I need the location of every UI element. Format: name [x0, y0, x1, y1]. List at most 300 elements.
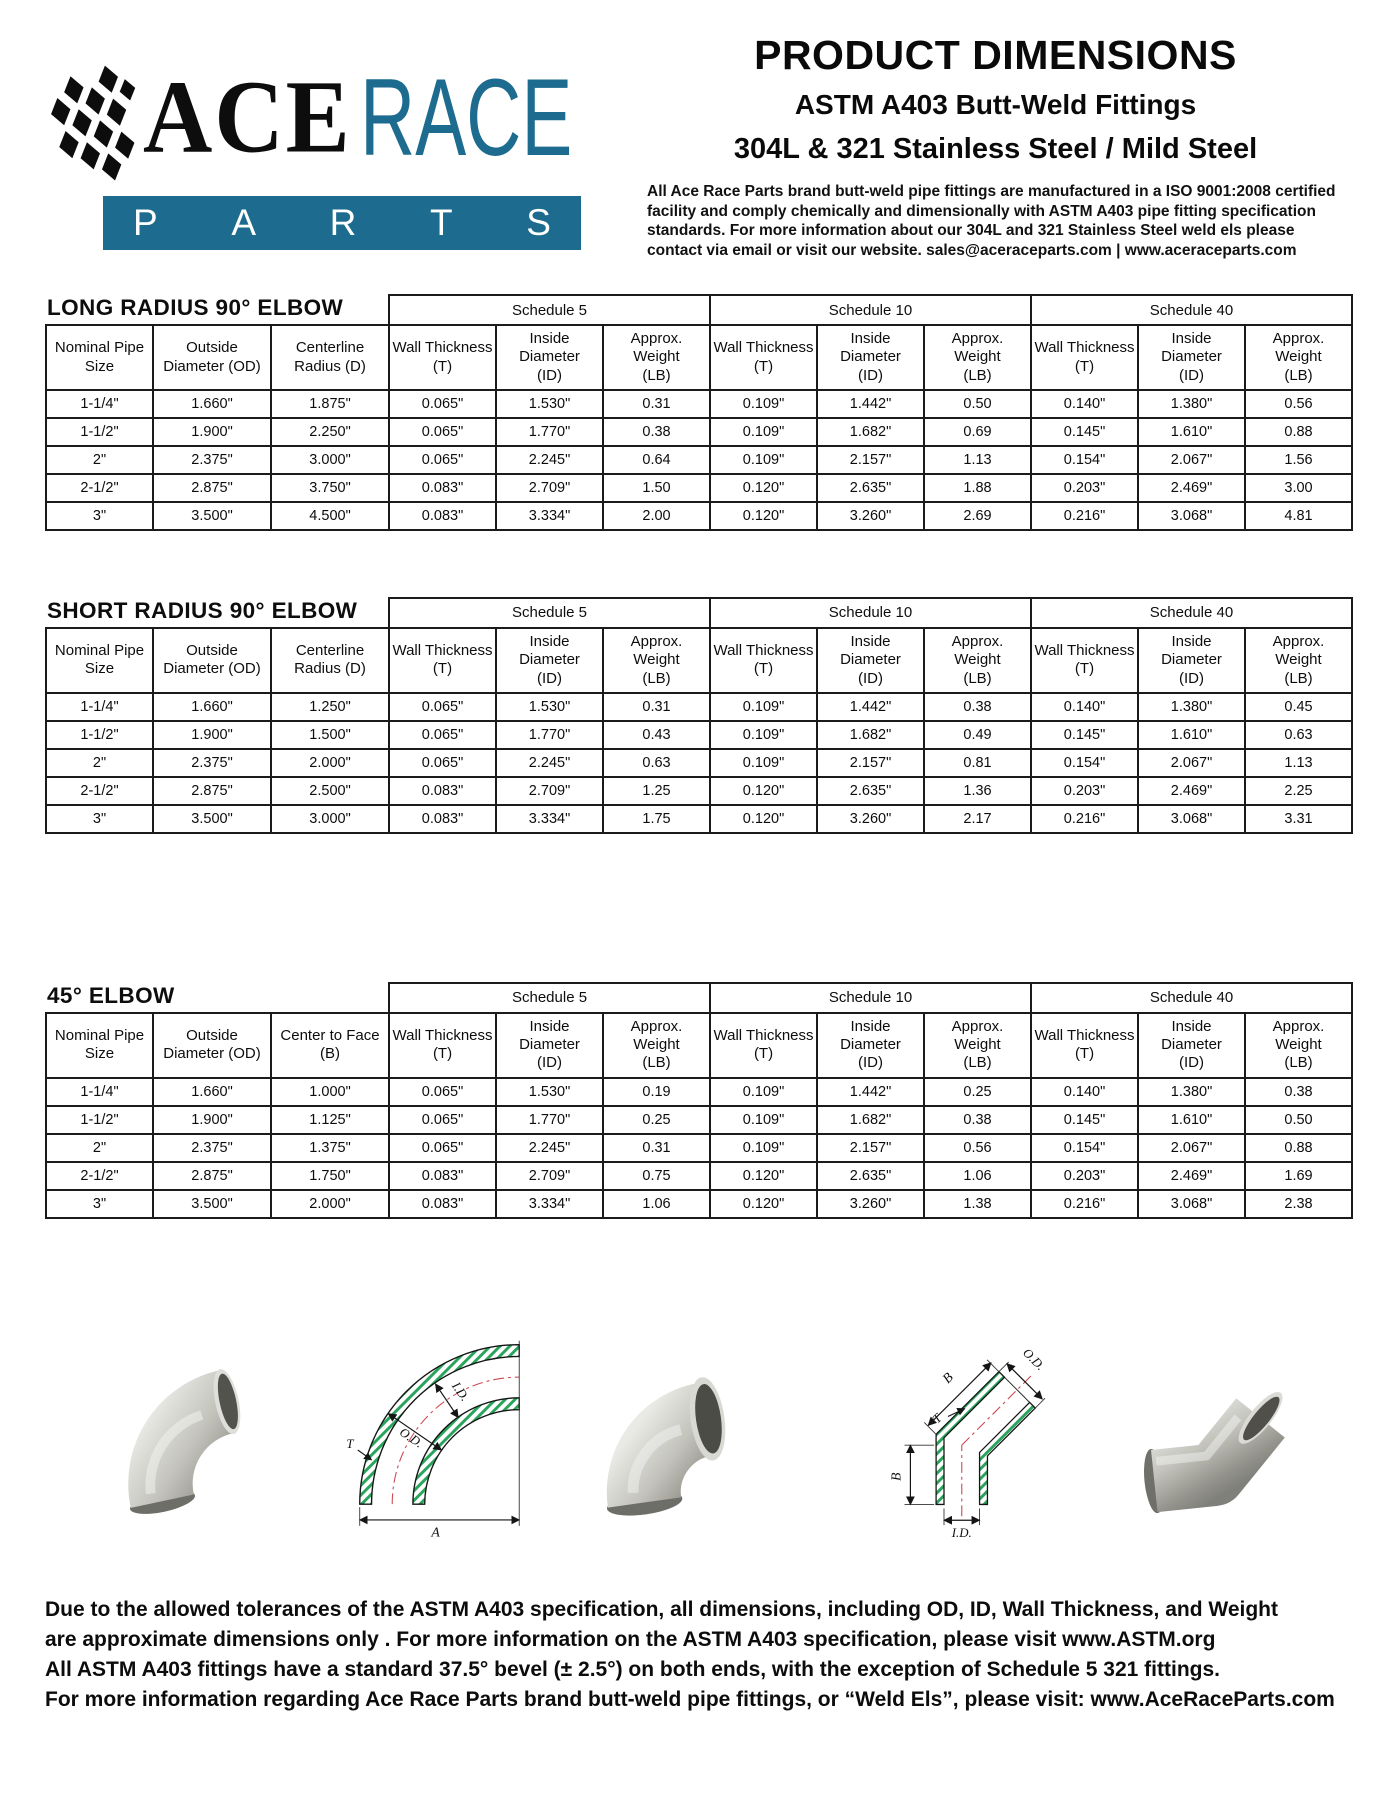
schedule-group-header: Schedule 10 [710, 295, 1031, 325]
header-line-1: Inside Diameter [840, 1017, 901, 1054]
table-cell: 0.065" [389, 1134, 496, 1162]
header-line-1: Inside Diameter [519, 1017, 580, 1054]
table-cell: 0.083" [389, 1162, 496, 1190]
header-line-2: Size [84, 660, 115, 678]
table-cell: 1.682" [817, 721, 924, 749]
section-title-text: 45° ELBOW [47, 982, 175, 1008]
table-cell: 4.500" [271, 502, 389, 530]
table-cell: 2.709" [496, 777, 603, 805]
table-cell: 1-1/2" [46, 721, 153, 749]
schedule-group-row [46, 598, 1352, 628]
header-line-2: Diameter (OD) [163, 1045, 261, 1063]
logo-race-text: RACE [359, 55, 573, 179]
header-line-2: (T) [1074, 1045, 1095, 1063]
table-cell: 3.500" [153, 1190, 271, 1218]
schedule-group-header: Schedule 5 [389, 295, 710, 325]
table-cell: 3.334" [496, 1190, 603, 1218]
table-cell: 0.120" [710, 777, 817, 805]
table-cell: 0.120" [710, 474, 817, 502]
table-cell: 1.50 [603, 474, 710, 502]
table-cell: 1.56 [1245, 446, 1352, 474]
column-header [496, 325, 603, 390]
table-cell: 0.49 [924, 721, 1031, 749]
table-row [46, 1106, 1352, 1134]
table-cell: 1.442" [817, 1078, 924, 1106]
table-cell: 0.63 [603, 749, 710, 777]
header-line-1: Inside Diameter [519, 330, 580, 366]
header-line-2: (T) [432, 1045, 453, 1063]
table-cell: 2.157" [817, 1134, 924, 1162]
table-cell: 3.000" [271, 805, 389, 833]
table-cell: 3.334" [496, 805, 603, 833]
table-cell: 0.120" [710, 1190, 817, 1218]
table-cell: 0.38 [603, 418, 710, 446]
table-cell: 0.109" [710, 446, 817, 474]
table-cell: 0.083" [389, 1190, 496, 1218]
table-cell: 1.660" [153, 1078, 271, 1106]
header-line-2: (LB) [963, 366, 992, 384]
header-line-1: Nominal Pipe [54, 1026, 145, 1044]
header-line-1: Inside Diameter [840, 330, 901, 366]
dimension-label-b-left: B [888, 1472, 904, 1481]
table-cell: 3.260" [817, 805, 924, 833]
table-cell: 0.56 [1245, 390, 1352, 418]
column-header [271, 628, 389, 693]
column-header [389, 1013, 496, 1078]
table-cell: 2.635" [817, 1162, 924, 1190]
header-line-1: Approx. Weight [1272, 632, 1325, 669]
header-line-2: (T) [753, 357, 774, 375]
table-cell: 0.065" [389, 390, 496, 418]
table-cell: 1.442" [817, 693, 924, 721]
table-cell: 2.38 [1245, 1190, 1352, 1218]
table-cell: 2.250" [271, 418, 389, 446]
table-cell: 1.770" [496, 1106, 603, 1134]
schedule-group-header: Schedule 5 [389, 598, 710, 628]
table-cell: 0.25 [603, 1106, 710, 1134]
header-line-2: Size [84, 357, 115, 375]
logo-parts-letter: P [133, 202, 158, 243]
column-header [389, 325, 496, 390]
header-line-2: (T) [753, 1045, 774, 1063]
column-header [710, 1013, 817, 1078]
header-line-2: (T) [432, 357, 453, 375]
logo-parts-letter: S [526, 202, 551, 243]
header-line-1: Wall Thickness [1034, 1026, 1135, 1044]
table-cell: 1.13 [1245, 749, 1352, 777]
table-cell: 0.120" [710, 805, 817, 833]
table-cell: 1.610" [1138, 1106, 1245, 1134]
column-header [271, 1013, 389, 1078]
table-cell: 0.083" [389, 805, 496, 833]
table-cell: 0.43 [603, 721, 710, 749]
table-cell: 0.083" [389, 474, 496, 502]
table-cell: 2" [46, 1134, 153, 1162]
column-header [46, 628, 153, 693]
schedule-group-header: Schedule 40 [1031, 598, 1352, 628]
table-cell: 0.88 [1245, 418, 1352, 446]
table-cell: 1.88 [924, 474, 1031, 502]
logo-parts-bar [103, 196, 581, 250]
table-cell: 3.00 [1245, 474, 1352, 502]
table-cell: 0.065" [389, 446, 496, 474]
table-row [46, 1190, 1352, 1218]
column-header [153, 1013, 271, 1078]
table-cell: 2.375" [153, 749, 271, 777]
table-cell: 3" [46, 1190, 153, 1218]
table-cell: 3.500" [153, 805, 271, 833]
table-cell: 2.067" [1138, 446, 1245, 474]
table-cell: 1.25 [603, 777, 710, 805]
column-header [1245, 1013, 1352, 1078]
table-cell: 2.875" [153, 777, 271, 805]
table-cell: 1.06 [603, 1190, 710, 1218]
table-cell: 3.334" [496, 502, 603, 530]
page-title: PRODUCT DIMENSIONS [754, 32, 1237, 78]
table-cell: 2-1/2" [46, 1162, 153, 1190]
table-cell: 0.45 [1245, 693, 1352, 721]
table-cell: 2.375" [153, 446, 271, 474]
table-cell: 0.50 [1245, 1106, 1352, 1134]
table-cell: 0.154" [1031, 446, 1138, 474]
table-cell: 2.067" [1138, 1134, 1245, 1162]
table-cell: 0.31 [603, 390, 710, 418]
column-header [603, 325, 710, 390]
table-cell: 2" [46, 749, 153, 777]
table-cell: 0.38 [1245, 1078, 1352, 1106]
schedule-group-header: Schedule 5 [389, 983, 710, 1013]
column-header [389, 628, 496, 693]
page-subtitle-spec: ASTM A403 Butt-Weld Fittings [794, 89, 1197, 120]
column-header [603, 1013, 710, 1078]
footer-line: are approximate dimensions only . For more information on the ASTM A403 specification, please visit www.ASTM.org [45, 1627, 1216, 1651]
table-cell: 1.530" [496, 693, 603, 721]
table-cell: 1.660" [153, 390, 271, 418]
table-cell: 1-1/2" [46, 418, 153, 446]
table-cell: 3.500" [153, 502, 271, 530]
45-elbow-dimension-diagram [837, 1297, 1050, 1539]
header-line-2: Diameter (OD) [163, 660, 261, 678]
table-cell: 1.770" [496, 418, 603, 446]
column-header [1031, 1013, 1138, 1078]
table-cell: 0.109" [710, 693, 817, 721]
logo-ace-text: ACE [143, 58, 352, 175]
table-cell: 2.635" [817, 777, 924, 805]
column-header [924, 628, 1031, 693]
table-row [46, 1162, 1352, 1190]
header-line-2: (LB) [1284, 669, 1313, 687]
table-cell: 3.260" [817, 502, 924, 530]
schedule-group-header: Schedule 40 [1031, 295, 1352, 325]
column-header [1138, 628, 1245, 693]
header-line-2: (LB) [1284, 1054, 1313, 1072]
short-radius-90-elbow-photo [585, 1305, 785, 1530]
column-header [1138, 325, 1245, 390]
elbow-photo-body [1136, 1385, 1300, 1515]
schedule-group-header: Schedule 40 [1031, 983, 1352, 1013]
table-cell: 1-1/4" [46, 390, 153, 418]
45-elbow-photo [1101, 1305, 1306, 1530]
header-line-2: Diameter (OD) [163, 357, 261, 375]
table-row [46, 474, 1352, 502]
table-cell: 3.068" [1138, 1190, 1245, 1218]
header-line-1: Approx. Weight [630, 632, 683, 669]
table-row [46, 1078, 1352, 1106]
header-line-1: Approx. Weight [1272, 1017, 1325, 1054]
table-cell: 0.145" [1031, 1106, 1138, 1134]
header-line-1: Center to Face [280, 1026, 380, 1044]
header-line-1: Approx. Weight [951, 632, 1004, 669]
table-cell: 1-1/4" [46, 1078, 153, 1106]
table-cell: 0.083" [389, 502, 496, 530]
header-line-2: (ID) [537, 366, 562, 384]
table-cell: 2.000" [271, 749, 389, 777]
header-line-2: (ID) [1179, 669, 1204, 687]
table-cell: 0.109" [710, 721, 817, 749]
table-cell: 0.216" [1031, 502, 1138, 530]
page-subtitle-material: 304L & 321 Stainless Steel / Mild Steel [733, 133, 1258, 165]
table-cell: 0.216" [1031, 1190, 1138, 1218]
table-cell: 1.13 [924, 446, 1031, 474]
table-cell: 2.00 [603, 502, 710, 530]
table-cell: 3.068" [1138, 805, 1245, 833]
table-cell: 0.216" [1031, 805, 1138, 833]
column-header [496, 628, 603, 693]
column-header [1031, 628, 1138, 693]
header-line-2: (ID) [1179, 1054, 1205, 1072]
table-row [46, 805, 1352, 833]
table-cell: 2.157" [817, 446, 924, 474]
header-line-1: Wall Thickness [713, 339, 814, 357]
header-line-1: Wall Thickness [392, 339, 493, 357]
90-elbow-dimension-diagram [342, 1297, 534, 1539]
section-title-text: LONG RADIUS 90° ELBOW [47, 295, 344, 321]
table-cell: 1-1/4" [46, 693, 153, 721]
table-row [46, 418, 1352, 446]
table-cell: 0.63 [1245, 721, 1352, 749]
table-cell: 2.245" [496, 446, 603, 474]
45-elbow-table [45, 982, 1353, 1219]
table-cell: 2.875" [153, 474, 271, 502]
ace-race-parts-logo [45, 24, 597, 250]
table-cell: 0.140" [1031, 390, 1138, 418]
column-header [1245, 628, 1352, 693]
table-cell: 2.709" [496, 1162, 603, 1190]
header-line-1: Inside Diameter [519, 632, 580, 669]
table-cell: 2.000" [271, 1190, 389, 1218]
table-cell: 2.17 [924, 805, 1031, 833]
column-header [153, 628, 271, 693]
schedule-group-row [46, 983, 1352, 1013]
table-cell: 2.709" [496, 474, 603, 502]
table-cell: 0.25 [924, 1078, 1031, 1106]
header-line-2: (LB) [963, 1054, 992, 1072]
table-cell: 3.260" [817, 1190, 924, 1218]
page-header [45, 24, 1346, 260]
45-elbow-section [45, 982, 1346, 1219]
section-title-text: SHORT RADIUS 90° ELBOW [47, 597, 358, 623]
header-line-1: Wall Thickness [713, 642, 814, 660]
header-line-1: Wall Thickness [1034, 339, 1135, 357]
column-header [817, 325, 924, 390]
dimension-label-t: T [929, 1410, 945, 1426]
header-line-2: Size [84, 1045, 115, 1063]
table-cell: 0.75 [603, 1162, 710, 1190]
table-cell: 2.469" [1138, 777, 1245, 805]
table-cell: 1.125" [271, 1106, 389, 1134]
table-cell: 2.500" [271, 777, 389, 805]
table-cell: 0.19 [603, 1078, 710, 1106]
table-cell: 1.380" [1138, 1078, 1245, 1106]
table-cell: 3" [46, 502, 153, 530]
header-line-2: (T) [753, 660, 774, 678]
table-cell: 3.000" [271, 446, 389, 474]
dimension-label-id: I.D. [448, 1379, 472, 1404]
table-cell: 2.69 [924, 502, 1031, 530]
column-header [271, 325, 389, 390]
long-radius-90-elbow-table [45, 294, 1353, 531]
header-line-1: Approx. Weight [951, 330, 1004, 366]
dimension-label-b-top: B [938, 1369, 956, 1386]
table-row [46, 777, 1352, 805]
table-cell: 1.682" [817, 418, 924, 446]
elbow-photo-body [105, 1367, 258, 1519]
table-cell: 0.120" [710, 502, 817, 530]
table-cell: 2.157" [817, 749, 924, 777]
table-cell: 1.380" [1138, 390, 1245, 418]
header-line-1: Inside Diameter [840, 632, 901, 669]
table-cell: 1.660" [153, 693, 271, 721]
header-line-2: (B) [320, 1045, 340, 1063]
table-cell: 1.380" [1138, 693, 1245, 721]
table-cell: 2.375" [153, 1134, 271, 1162]
table-cell: 1.250" [271, 693, 389, 721]
table-cell: 1.75 [603, 805, 710, 833]
header-line-1: Approx. Weight [630, 1017, 683, 1054]
table-row [46, 502, 1352, 530]
table-cell: 0.065" [389, 1078, 496, 1106]
table-cell: 1.900" [153, 418, 271, 446]
long-radius-90-elbow-photo [85, 1300, 290, 1535]
header-line-2: (T) [1074, 357, 1095, 375]
dimension-label-a: A [430, 1524, 440, 1539]
table-cell: 1.875" [271, 390, 389, 418]
table-cell: 0.065" [389, 418, 496, 446]
table-cell: 3.068" [1138, 502, 1245, 530]
table-cell: 0.065" [389, 749, 496, 777]
table-cell: 2.245" [496, 1134, 603, 1162]
header-line-1: Inside Diameter [1161, 1017, 1222, 1054]
header-line-2: (ID) [1179, 366, 1204, 384]
table-cell: 2.469" [1138, 1162, 1245, 1190]
table-cell: 0.109" [710, 1106, 817, 1134]
section-title [46, 295, 389, 325]
table-cell: 1.38 [924, 1190, 1031, 1218]
column-header-row [46, 325, 1352, 390]
table-cell: 4.81 [1245, 502, 1352, 530]
header-line-1: Nominal Pipe [54, 339, 145, 357]
header-line-1: Inside Diameter [1161, 330, 1222, 366]
table-row [46, 1134, 1352, 1162]
table-cell: 1.900" [153, 721, 271, 749]
schedule-group-header: Schedule 10 [710, 598, 1031, 628]
table-cell: 0.31 [603, 1134, 710, 1162]
column-header [817, 628, 924, 693]
table-cell: 0.81 [924, 749, 1031, 777]
elbow-wall-sections [359, 1344, 519, 1504]
table-cell: 0.203" [1031, 474, 1138, 502]
logo-parts-letter: T [430, 202, 453, 243]
table-cell: 0.69 [924, 418, 1031, 446]
table-cell: 0.109" [710, 1134, 817, 1162]
table-cell: 2-1/2" [46, 474, 153, 502]
header-line-1: Centerline [295, 339, 365, 357]
table-cell: 1.770" [496, 721, 603, 749]
short-radius-90-elbow-section [45, 597, 1346, 834]
table-cell: 1.530" [496, 390, 603, 418]
table-row [46, 693, 1352, 721]
header-line-2: Radius (D) [294, 660, 366, 678]
header-line-2: (T) [1074, 660, 1095, 678]
table-cell: 1.06 [924, 1162, 1031, 1190]
header-line-1: Outside [186, 339, 238, 357]
header-line-2: (ID) [537, 1054, 563, 1072]
table-cell: 3" [46, 805, 153, 833]
table-cell: 1.610" [1138, 721, 1245, 749]
header-line-1: Wall Thickness [392, 1026, 493, 1044]
table-cell: 0.083" [389, 777, 496, 805]
column-header [1245, 325, 1352, 390]
table-cell: 0.154" [1031, 749, 1138, 777]
table-cell: 0.154" [1031, 1134, 1138, 1162]
column-header [46, 1013, 153, 1078]
header-line-2: (LB) [1284, 366, 1313, 384]
table-cell: 0.145" [1031, 418, 1138, 446]
table-cell: 1.750" [271, 1162, 389, 1190]
table-cell: 0.203" [1031, 1162, 1138, 1190]
table-cell: 1.36 [924, 777, 1031, 805]
header-line-1: Approx. Weight [951, 1017, 1004, 1054]
header-line-1: Nominal Pipe [54, 642, 145, 660]
table-row [46, 749, 1352, 777]
table-cell: 0.109" [710, 418, 817, 446]
table-cell: 0.64 [603, 446, 710, 474]
dimension-label-id: I.D. [951, 1525, 972, 1539]
header-line-1: Outside [186, 642, 238, 660]
table-cell: 2.469" [1138, 474, 1245, 502]
column-header [924, 1013, 1031, 1078]
table-cell: 0.145" [1031, 721, 1138, 749]
header-line-1: Inside Diameter [1161, 632, 1222, 669]
section-title [46, 598, 389, 628]
checkered-flag-icon [45, 42, 141, 192]
header-line-1: Centerline [295, 642, 365, 660]
header-line-2: (ID) [537, 669, 562, 687]
table-cell: 1.375" [271, 1134, 389, 1162]
logo-parts-letter: R [329, 202, 357, 243]
table-cell: 0.065" [389, 1106, 496, 1134]
table-cell: 1-1/2" [46, 1106, 153, 1134]
table-cell: 0.140" [1031, 693, 1138, 721]
section-title [46, 983, 389, 1013]
dimension-label-od: O.D. [396, 1424, 425, 1451]
title-block [645, 24, 1346, 260]
footer-line: Due to the allowed tolerances of the ASTM A403 specification, all dimensions, including OD, ID, Wall Thickness, and Weight [45, 1597, 1278, 1621]
table-cell: 1.442" [817, 390, 924, 418]
table-cell: 0.065" [389, 693, 496, 721]
table-cell: 2.245" [496, 749, 603, 777]
schedule-group-row [46, 295, 1352, 325]
